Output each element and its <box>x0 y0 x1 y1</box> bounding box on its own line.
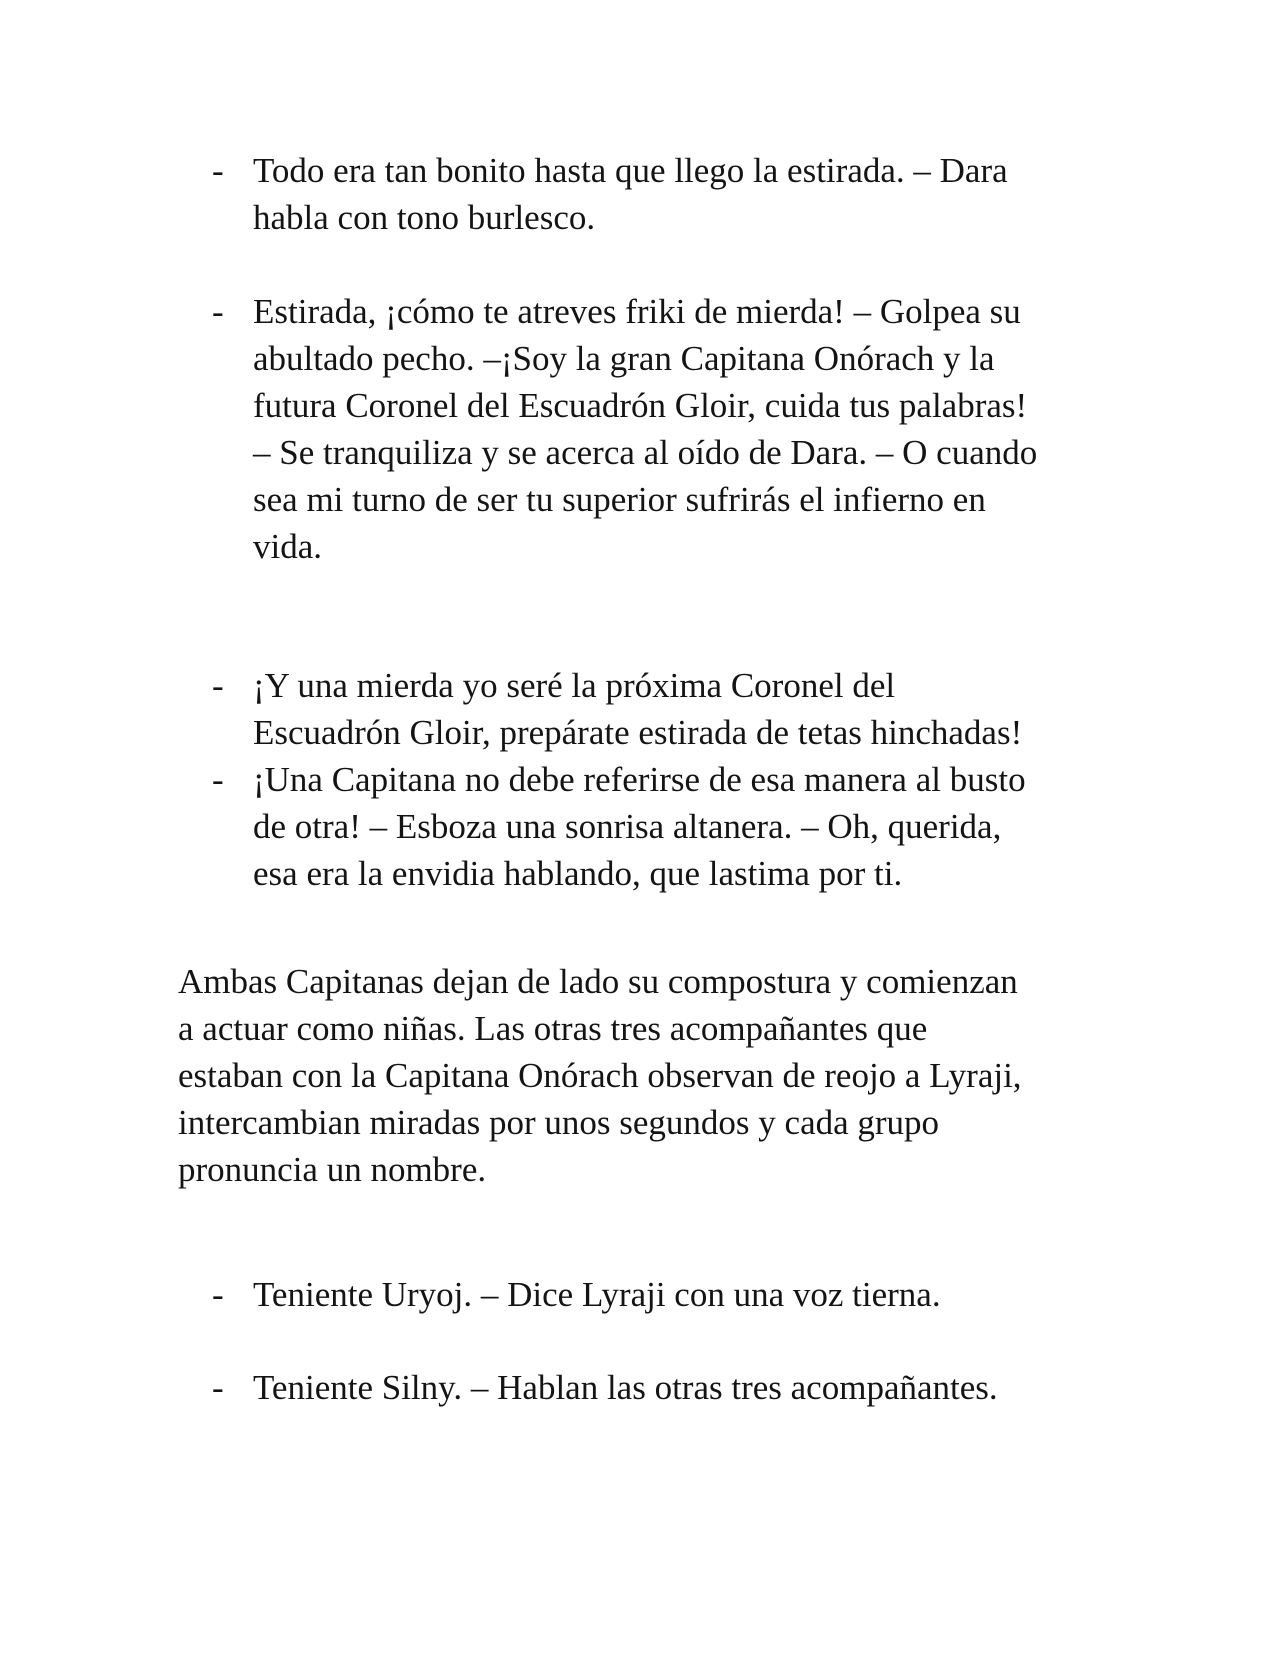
dialogue-text <box>253 288 1113 570</box>
narrative-paragraph <box>178 958 1098 1193</box>
text-line: de otra! – Esboza una sonrisa altanera. – Oh, querida, <box>253 807 1002 846</box>
dialogue-text <box>253 1271 1113 1318</box>
dialogue-dash: - <box>212 1368 224 1407</box>
text-line: esa era la envidia hablando, que lastima por ti. <box>253 854 903 893</box>
text-line: intercambian miradas por unos segundos y cada grupo <box>178 1103 940 1142</box>
dialogue-item <box>212 1364 1112 1411</box>
text-line: Teniente Silny. – Hablan las otras tres acompañantes. <box>253 1368 998 1407</box>
dialogue-text <box>253 147 1113 241</box>
text-line: abultado pecho. –¡Soy la gran Capitana Onórach y la <box>253 339 995 378</box>
text-line: Escuadrón Gloir, prepárate estirada de tetas hinchadas! <box>253 713 1023 752</box>
dialogue-item <box>212 756 1112 897</box>
dialogue-text <box>253 756 1113 897</box>
text-line: Todo era tan bonito hasta que llego la estirada. – Dara <box>253 151 1008 190</box>
text-line: ¡Y una mierda yo seré la próxima Coronel del <box>253 666 896 705</box>
dialogue-item <box>212 288 1112 570</box>
text-line: pronuncia un nombre. <box>178 1150 487 1189</box>
text-line: estaban con la Capitana Onórach observan de reojo a Lyraji, <box>178 1056 1022 1095</box>
dialogue-dash: - <box>212 151 224 190</box>
text-line: sea mi turno de ser tu superior sufrirás el infierno en <box>253 480 986 519</box>
text-line: futura Coronel del Escuadrón Gloir, cuida tus palabras! <box>253 386 1028 425</box>
dialogue-dash: - <box>212 1275 224 1314</box>
text-line: vida. <box>253 527 323 566</box>
text-line: Estirada, ¡cómo te atreves friki de mierda! – Golpea su <box>253 292 1021 331</box>
dialogue-item <box>212 147 1112 241</box>
text-line: ¡Una Capitana no debe referirse de esa manera al busto <box>253 760 1026 799</box>
text-line: Teniente Uryoj. – Dice Lyraji con una voz tierna. <box>253 1275 941 1314</box>
text-line: habla con tono burlesco. <box>253 198 596 237</box>
dialogue-item <box>212 662 1112 756</box>
text-line: – Se tranquiliza y se acerca al oído de Dara. – O cuando <box>253 433 1038 472</box>
dialogue-dash: - <box>212 292 224 331</box>
text-line: a actuar como niñas. Las otras tres acompañantes que <box>178 1009 928 1048</box>
dialogue-text <box>253 662 1113 756</box>
dialogue-item <box>212 1271 1112 1318</box>
text-line: Ambas Capitanas dejan de lado su compostura y comienzan <box>178 962 1018 1001</box>
dialogue-dash: - <box>212 760 224 799</box>
dialogue-dash: - <box>212 666 224 705</box>
dialogue-text <box>253 1364 1113 1411</box>
